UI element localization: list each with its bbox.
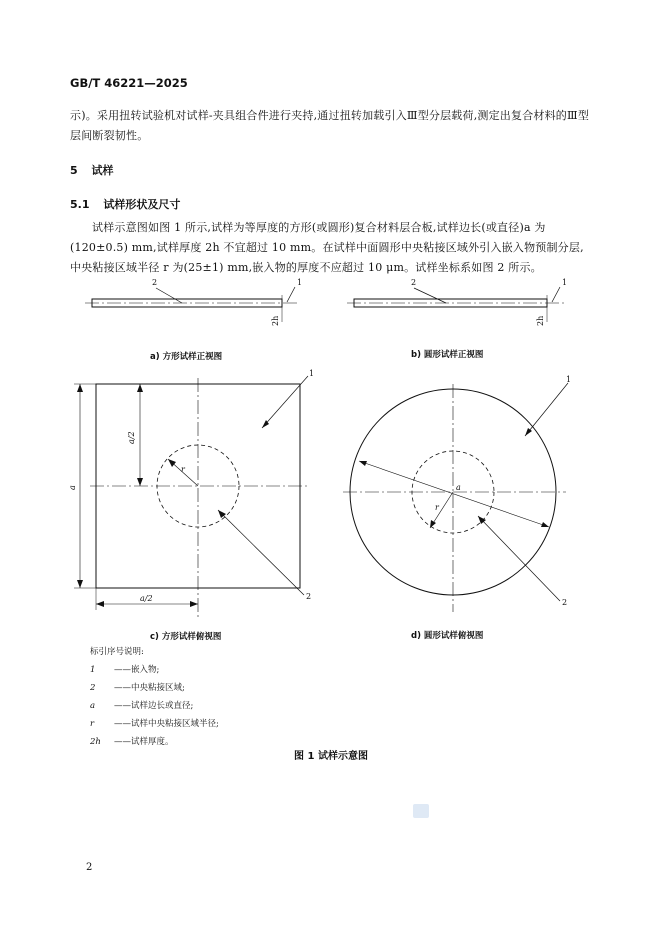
label-half-a-vertical: a/2	[127, 431, 136, 444]
figure-legend	[90, 643, 219, 751]
section-5-1-title: 试样形状及尺寸	[103, 198, 181, 211]
figure-title: 图 1 试样示意图	[294, 751, 368, 762]
leader-2-a	[156, 288, 182, 303]
label-2-a: 2	[152, 278, 158, 287]
caption-a: a) 方形试样正视图	[150, 352, 223, 362]
body-paragraph: 试样示意图如图 1 所示,试样为等厚度的方形(或圆形)复合材料层合板,试样边长(或直径)a 为(120±0.5) mm,试样厚度 2h 不宜超过 10 mm。在试样中面圆形中央粘接区域外引入嵌入物预制分层,中央粘接区域半径 r 为(25±1) mm,嵌入物的厚度不应超过 10 μm。试样坐标系如图 2 所示。	[70, 221, 584, 274]
legend-item: r ——试样中央粘接区域半径;	[90, 719, 219, 729]
section-5-number: 5	[70, 164, 78, 177]
standard-code: GB/T 46221—2025	[70, 76, 188, 90]
label-1-c: 1	[309, 369, 315, 378]
square-side-view	[85, 287, 297, 322]
watermark-logo	[413, 804, 429, 818]
legend-title: 标引序号说明:	[90, 647, 144, 657]
label-2-c: 2	[306, 592, 312, 601]
label-r-c: r	[181, 465, 185, 474]
label-2h-b: 2h	[536, 315, 545, 326]
label-a-c: a	[68, 485, 77, 490]
leader-1-b	[552, 287, 560, 302]
leader-2-b	[414, 288, 446, 303]
label-1-a: 1	[297, 278, 303, 287]
circle-top-arrowheads	[359, 428, 549, 528]
leader-2-c	[218, 510, 304, 595]
label-1-d: 1	[566, 375, 572, 384]
label-2-b: 2	[411, 278, 417, 287]
label-half-a-horizontal: a/2	[140, 594, 153, 603]
label-2-d: 2	[562, 598, 568, 607]
section-5-1-number: 5.1	[70, 198, 90, 211]
legend-item: a ——试样边长或直径;	[90, 701, 194, 711]
diameter-a	[359, 461, 549, 527]
label-2h-a: 2h	[271, 315, 280, 326]
page-number: 2	[86, 862, 93, 873]
leader-1-d	[525, 383, 568, 436]
label-1-b: 1	[562, 278, 568, 287]
label-a-d: a	[456, 483, 461, 492]
leader-1-a	[287, 287, 295, 302]
section-5-title: 试样	[91, 164, 114, 177]
caption-c: c) 方形试样俯视图	[150, 632, 222, 642]
circle-top-view	[343, 383, 568, 612]
label-r-d: r	[435, 503, 439, 512]
square-top-arrowheads	[77, 384, 269, 607]
caption-b: b) 圆形试样正视图	[411, 350, 484, 360]
square-top-view	[74, 376, 308, 620]
legend-item: 1 ——嵌入物;	[90, 665, 160, 675]
circle-side-view	[347, 287, 566, 322]
caption-d: d) 圆形试样俯视图	[411, 631, 484, 641]
intro-paragraph: 示)。采用扭转试验机对试样-夹具组合件进行夹持,通过扭转加载引入Ⅲ型分层载荷,测定出复合材料的Ⅲ型层间断裂韧性。	[70, 109, 590, 142]
legend-item: 2h ——试样厚度。	[90, 737, 174, 747]
legend-item: 2 ——中央粘接区域;	[90, 683, 185, 693]
